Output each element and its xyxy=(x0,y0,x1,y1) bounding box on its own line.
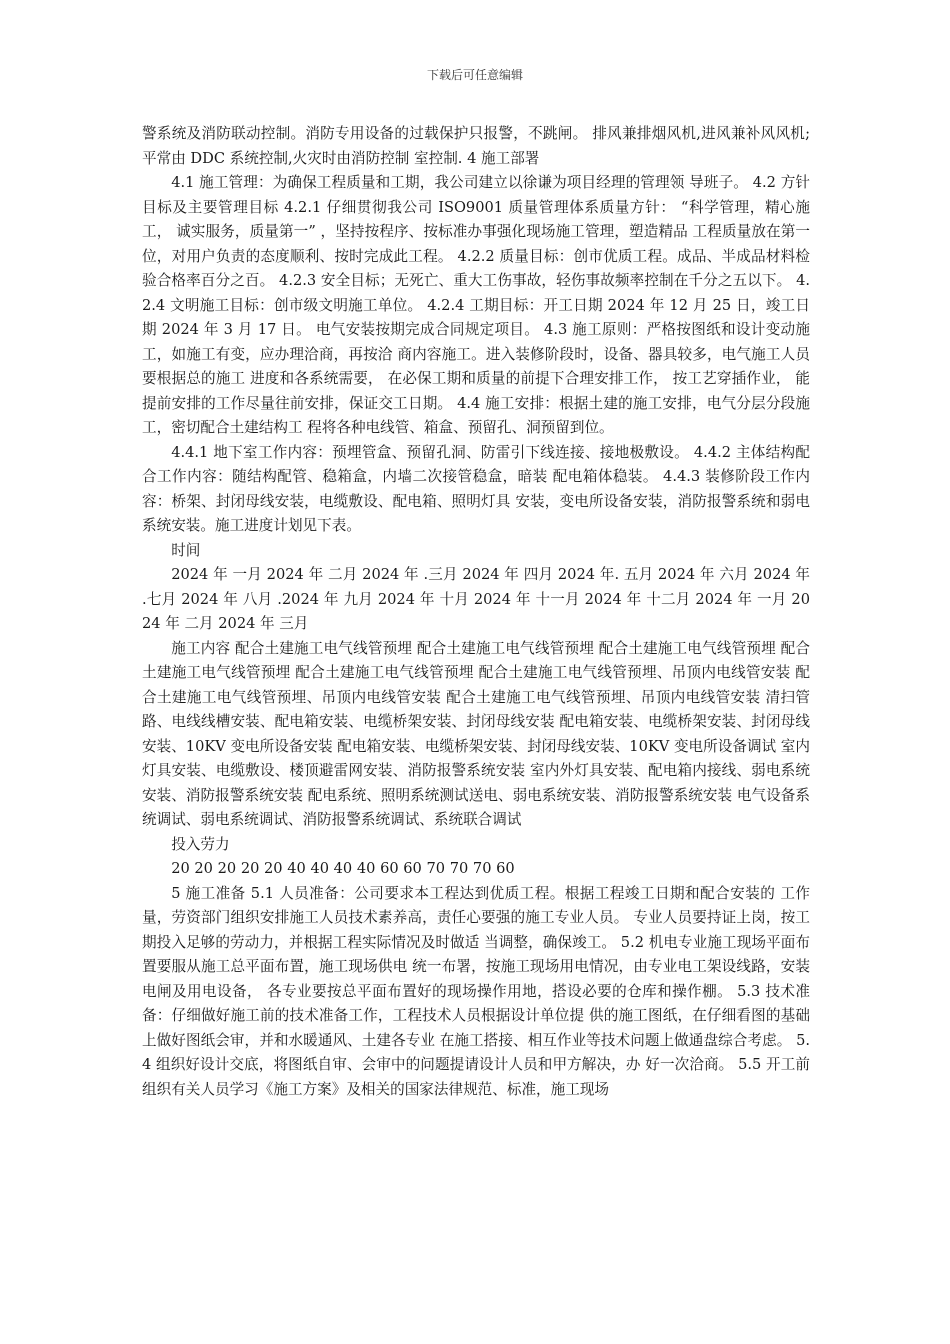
paragraph-labor-label: 投入劳力 xyxy=(171,835,230,853)
page-header: 下载后可任意编辑 xyxy=(426,68,523,82)
paragraph-work-content: 4.4.1 地下室工作内容：预埋管盒、预留孔洞、防雷引下线连接、接地极敷设。 4.4.2 主体结构配合工作内容：随结构配管、稳箱盒，内墙二次接管稳盒，暗装 配电箱体稳装。 4.4.3 装修阶段工作内容：桥架、封闭母线安装，电缆敷设、配电箱、照明灯具 安装，变电所设备安装，消防报警系统和弱电系统安装。施工进度计划见下表。 xyxy=(142,443,810,534)
paragraph-fire-alarm-linkage: 警系统及消防联动控制。消防专用设备的过载保护只报警，不跳闸。 排风兼排烟风机,进风兼补风风机;平常由 DDC 系统控制,火灾时由消防控制 室控制. 4 施工部署 xyxy=(142,125,810,167)
paragraph-labor-values: 20 20 20 20 20 40 40 40 40 60 60 70 70 70 60 xyxy=(171,860,515,877)
paragraph-time-label: 时间 xyxy=(171,541,201,559)
paragraph-construction-preparation: 5 施工准备 5.1 人员准备：公司要求本工程达到优质工程。根据工程竣工日期和配合安装的 工作量，劳资部门组织安排施工人员技术素养高，责任心要强的施工专业人员。 专业人员要持证上岗，按工期投入足够的劳动力，并根据工程实际情况及时做适 当调整，确保竣工。 5.2 机电专业施工现场平面布置要服从施工总平面布置，施工现场供电 统一布署，按施工现场用电情况，由专业电工架设线路，安装电闸及用电设备， 各专业要按总平面布置好的现场操作用地，搭设必要的仓库和操作棚。 5.3 技术准备：仔细做好施工前的技术准备工作，工程技术人员根据设计单位提 供的施工图纸，在仔细看图的基础上做好图纸会审，并和水暖通风、土建各专业 在施工搭接、相互作业等技术问题上做通盘综合考虑。 5.4 组织好设计交底，将图纸自审、会审中的问题提请设计人员和甲方解决，办 好一次洽商。 5.5 开工前组织有关人员学习《施工方案》及相关的国家法律规范、标准，施工现场 xyxy=(142,884,810,1098)
paragraph-schedule-months: 2024 年 一月 2024 年 二月 2024 年 .三月 2024 年 四月 2024 年. 五月 2024 年 六月 2024 年 .七月 2024 年 八月 .2024 年 九月 2024 年 十月 2024 年 十一月 2024 年 十二月 2024 年 一月 2024 年 二月 2024 年 三月 xyxy=(142,566,810,632)
paragraph-construction-management: 4.1 施工管理：为确保工程质量和工期，我公司建立以徐谦为项目经理的管理领 导班子。 4.2 方针目标及主要管理目标 4.2.1 仔细贯彻我公司 ISO9001 质量管理体系质量方针： “科学管理，精心施工， 诚实服务，质量第一” ，坚持按程序、按标准办事强化现场施工管理，塑造精品 工程质量放在第一位，对用户负责的态度顺利、按时完成此工程。 4.2.2 质量目标：创市优质工程。成品、半成品材料检验合格率百分之百。 4.2.3 安全目标；无死亡、重大工伤事故，轻伤事故频率控制在千分之五以下。 4.2.4 文明施工目标：创市级文明施工单位。 4.2.4 工期目标：开工日期 2024 年 12 月 25 日，竣工日期 2024 年 3 月 17 日。 电气安装按期完成合同规定项目。 4.3 施工原则：严格按图纸和设计变动施工，如施工有变，应办理洽商，再按洽 商内容施工。进入装修阶段时，设备、器具较多，电气施工人员要根据总的施工 进度和各系统需要， 在必保工期和质量的前提下合理安排工作， 按工艺穿插作业， 能提前安排的工作尽量往前安排，保证交工日期。 4.4 施工安排：根据土建的施工安排，电气分层分段施工，密切配合土建结构工 程将各种电线管、箱盒、预留孔、洞预留到位。 xyxy=(142,174,811,436)
paragraph-schedule-content: 施工内容 配合土建施工电气线管预埋 配合土建施工电气线管预埋 配合土建施工电气线管预埋 配合土建施工电气线管预埋 配合土建施工电气线管预埋 配合土建施工电气线管预埋、吊顶内电线管安装 配合土建施工电气线管预埋、吊顶内电线管安装 配合土建施工电气线管预埋、吊顶内电线管安装 清扫管路、电线线槽安装、配电箱安装、电缆桥架安装、封闭母线安装 配电箱安装、电缆桥架安装、封闭母线安装、10KV 变电所设备安装 配电箱安装、电缆桥架安装、封闭母线安装、10KV 变电所设备调试 室内灯具安装、电缆敷设、楼顶避雷网安装、消防报警系统安装 室内外灯具安装、配电箱内接线、弱电系统安装、消防报警系统安装 配电系统、照明系统测试送电、弱电系统安装、消防报警系统安装 电气设备系统调试、弱电系统调试、消防报警系统调试、系统联合调试 xyxy=(142,639,810,828)
document-body xyxy=(142,122,810,1102)
